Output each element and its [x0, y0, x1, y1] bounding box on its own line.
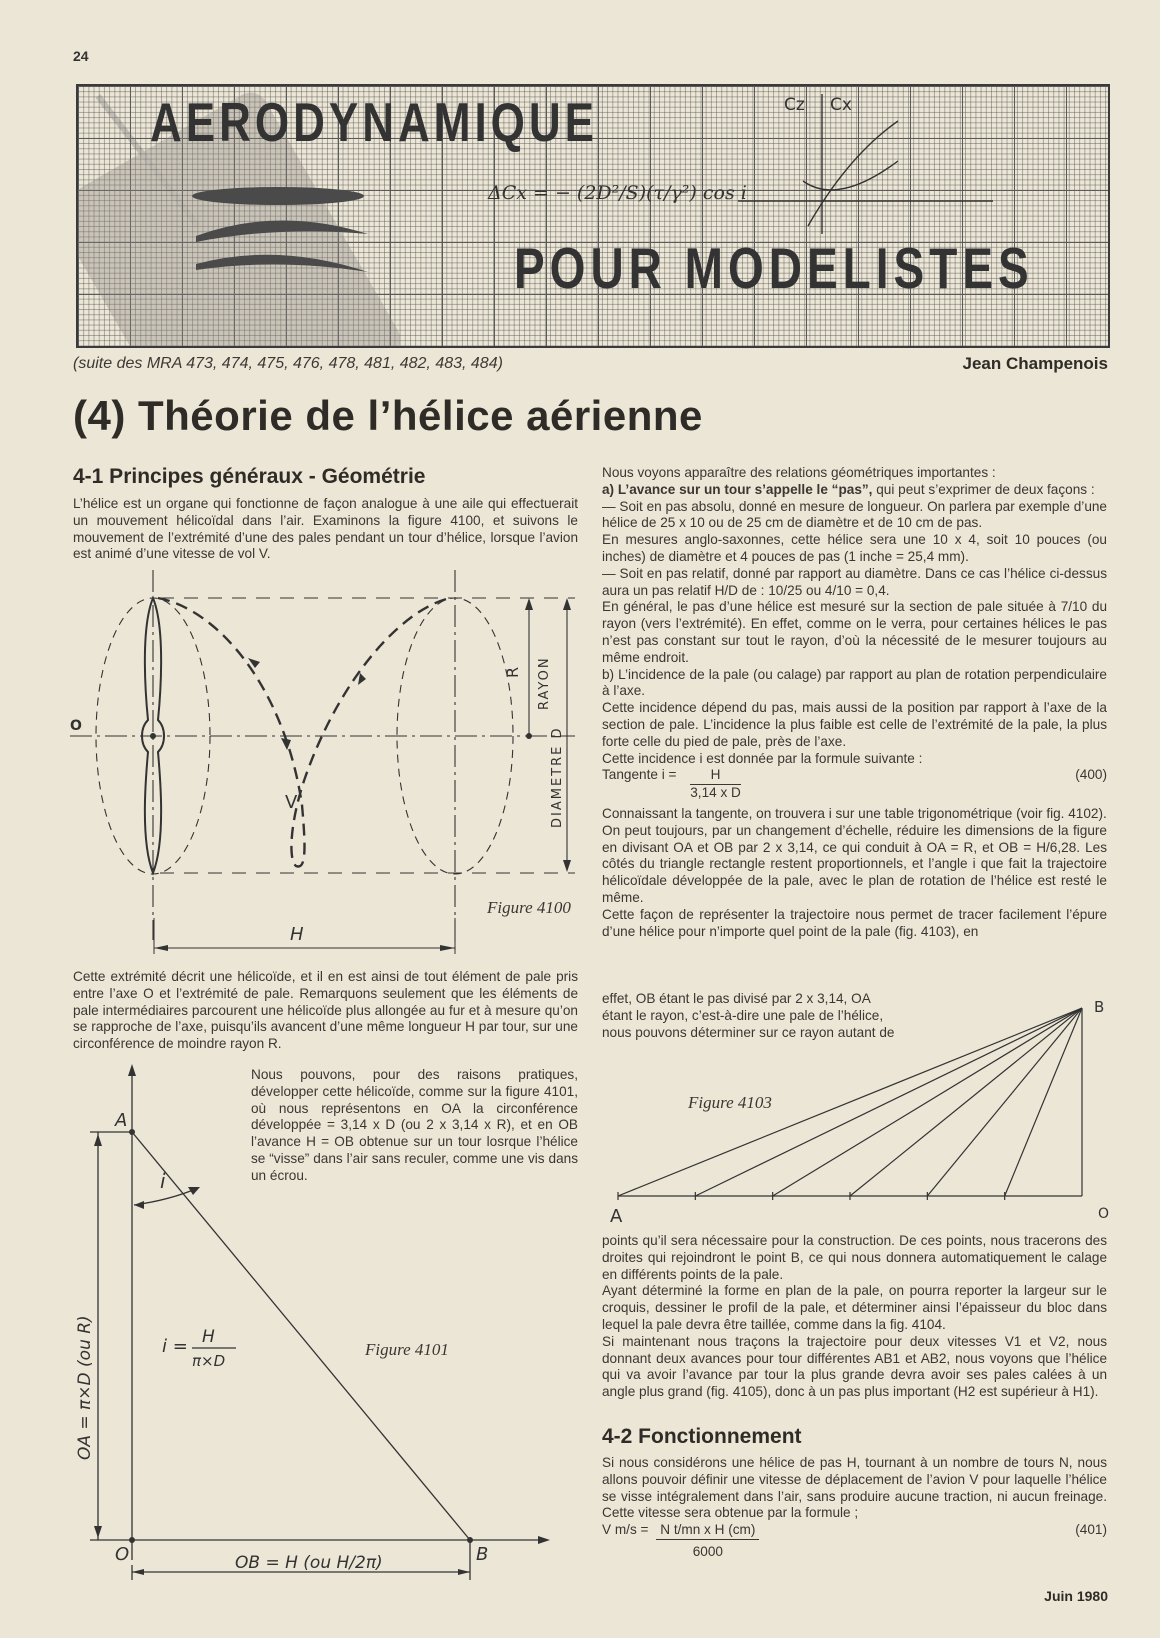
cx-label: Cx [830, 95, 852, 115]
fig4100-diameter-label: DIAMETRE D [550, 726, 565, 828]
paragraph: En mesures anglo-saxonnes, cette hélice sera une 10 x 4, soit 10 pouces (ou inches) de diamètre et 4 pouces de pas (1 inche = 25,4 mm). [602, 532, 1107, 564]
arrow-icon [281, 738, 291, 750]
paragraph: On peut toujours, par un changement d’échelle, réduire les dimensions de la figure en divisant OA et OB par 2 x 3,14, ce qui conduit à OA = R, et OB = H/6,28. Les côtés du triangle rectangle restent proportionnels, et l’angle i que fait la trajectoire hélicoïdale développée de la pale, avec le plan de rotation de l’hélice est resté le même. [602, 822, 1107, 905]
fig4100-rayon-label: RAYON [537, 656, 552, 710]
paragraph: Ayant déterminé la forme en plan de la pale, on pourra reporter la largeur sur le croquis, dessiner le profil de la pale, et déterminer ainsi l’épaisseur du bloc dans lequel la pale devra être taillée, comme dans la fig. 4104. [602, 1283, 1107, 1332]
right-column-text-bottom [602, 1233, 1107, 1401]
banner-title-line2: POUR MODELISTES [514, 235, 1034, 301]
fig4100-r-label: R [503, 666, 522, 678]
fig4100-velocity-label: V [285, 792, 298, 813]
text-span: qui peut s’exprimer de deux façons : [872, 481, 1095, 497]
airfoil-icon [196, 255, 368, 272]
paragraph: Cette incidence dépend du pas, mais aussi de la position par rapport à l’axe de la section de pale. L’incidence la plus faible est celle de l’extrémité de la pale, la plus forte celle du pied de pale, près de l’axe. [602, 700, 1107, 749]
arrow-icon [358, 673, 366, 685]
section-heading-4-2: 4-2 Fonctionnement [602, 1425, 802, 1448]
fig4101-formula-num: H [202, 1327, 215, 1347]
paragraph: Si nous considérons une hélice de pas H, tournant à un nombre de tours N, nous allons pouvoir définir une vitesse de déplacement de l’avion V pour laquelle l’hélice se visse intégralement dans l’air, sans produire aucune traction, ni aucun freinage. Cette vitesse sera obtenue par la formule ; [602, 1455, 1107, 1521]
article-title: (4) Théorie de l’hélice aérienne [73, 392, 703, 439]
paragraph-helicoide: Cette extrémité décrit une hélicoïde, et il en est ainsi de tout élément de pale pris entre l’axe O et l’extrémité de pale. Remarquons seulement que les éléments de pale intermédiaires parcourent une hélicoïde plus allongée au fur et à mesure qu’on se rapproche de l’axe, puisqu’ils avancent d’une même longueur H par tour, sur une circonférence de moindre rayon R. [73, 969, 578, 1052]
paragraph: b) L’incidence de la pale (ou calage) par rapport au plan de rotation perpendiculaire à l’axe. [602, 666, 1107, 699]
fig4103-b-label: B [1094, 1000, 1105, 1016]
cz-label: Cz [784, 95, 805, 115]
figure-4103-caption: Figure 4103 [688, 1093, 772, 1112]
fig4101-o-label: O [115, 1544, 130, 1565]
bold-lead: a) L’avance sur un tour s’appelle le “pas”, [602, 481, 873, 497]
figure-4101 [70, 1060, 570, 1580]
text-line: étant le rayon, c’est-à-dire une pale de l’hélice, [602, 1007, 884, 1023]
formula-ref: (401) [1075, 1522, 1107, 1538]
paragraph: En général, le pas d’une hélice est mesuré sur la section de pale située à 7/10 du rayon (vers l’extrémité). En effet, comme on le verra, pour certaines hélices le pas n’est pas constant sur tout le rayon, d’où la nécessité de le mesurer toujours au même endroit. [602, 599, 1107, 665]
figure-4101-caption: Figure 4101 [365, 1340, 449, 1359]
fig4101-ob-label: OB = H (ou H/2π) [235, 1553, 383, 1573]
paragraph: — Soit en pas relatif, donné par rapport au diamètre. Dans ce cas l’hélice ci-dessus aura un pas relatif H/D de : 10/25 ou 4/10 = 0,4. [602, 565, 1107, 598]
fig4103-ray [773, 1008, 1082, 1196]
fig4103-ray [850, 1008, 1082, 1196]
formula-ref: (400) [1075, 767, 1107, 783]
fig4103-o-label: O [1098, 1206, 1110, 1222]
paragraph: — Soit en pas absolu, donné en mesure de longueur. On parlera par exemple d’une hélice de 25 x 10 ou de 25 cm de diamètre et de 10 cm de pas. [602, 498, 1107, 531]
fig4100-pitch-label: H [290, 924, 304, 945]
text-line: effet, OB étant le pas divisé par 2 x 3,14, OA [602, 991, 871, 1006]
paragraph-intro: L’hélice est un organe qui fonctionne de façon analogue à une aile qui effectuerait un mouvement hélicoïdal dans l’air. Examinons la figure 4100, et suivons le mouvement de l’extrémité d’une des pales pendant un tour d’hélice, lorsque l’avion est animé d’une vitesse de vol V. [73, 496, 578, 562]
fig4103-a-label: A [610, 1206, 623, 1227]
formula-fraction [656, 1522, 759, 1561]
paragraph: Connaissant la tangente, on trouvera i sur une table trigonométrique (voir fig. 4102). [602, 805, 1107, 821]
formula-lhs: V m/s = [602, 1522, 649, 1538]
formula-denominator: 6000 [692, 1543, 723, 1559]
figure-4103 [610, 1000, 1110, 1230]
banner-polar-graph [718, 86, 1018, 246]
paragraph-pas [602, 482, 1107, 499]
paragraph: Cette façon de représenter la trajectoire nous permet de tracer facilement l’épure d’une hélice pour n’importe quel point de la pale (fig. 4103), en [602, 906, 1107, 939]
series-note: (suite des MRA 473, 474, 475, 476, 478, 481, 482, 483, 484) [73, 355, 503, 372]
section-heading-4-1: 4-1 Principes généraux - Géométrie [73, 465, 426, 488]
formula-fraction [690, 767, 741, 802]
fig4103-ray [1005, 1008, 1082, 1196]
paragraph: Cette incidence i est donnée par la formule suivante : [602, 750, 923, 766]
airfoil-icon [196, 220, 368, 242]
fig4101-angle-label: i [160, 1169, 166, 1193]
paragraph: points qu’il sera nécessaire pour la construction. De ces points, nous tracerons des droites qui rejoindront le point B, ce qui nous donnera automatiquement le calage en différents points de la pale. [602, 1233, 1107, 1282]
fig4101-formula-lhs: i = [162, 1336, 188, 1357]
paragraph: Nous voyons apparaître des relations géométriques importantes : [602, 465, 996, 480]
formula-numerator: N t/mn x H (cm) [656, 1522, 759, 1540]
formula-denominator: 3,14 x D [690, 785, 741, 801]
banner-formula: ΔCx = − (2D²/S)(τ/γ²) cos i [488, 182, 747, 204]
fig4100-origin-label: O [70, 718, 82, 734]
formula-numerator: H [690, 767, 741, 785]
fig4101-b-label: B [476, 1544, 489, 1565]
figure-4100-caption: Figure 4100 [487, 898, 571, 917]
author: Jean Champenois [962, 354, 1108, 373]
airfoil-icon [192, 187, 364, 205]
fig4100-pitch-dimension [150, 918, 460, 958]
formula-400 [602, 767, 1107, 802]
header-banner [76, 84, 1110, 348]
banner-title-line1: AERODYNAMIQUE [150, 92, 599, 154]
fig4101-oa-label: OA = π×D (ou R) [75, 1315, 95, 1460]
fig4101-a-label: A [115, 1110, 128, 1131]
text-line: nous pouvons déterminer sur ce rayon autant de [602, 1024, 895, 1040]
section2-text [602, 1455, 1107, 1561]
fig4101-formula-den: π×D [192, 1352, 226, 1370]
paragraph-fig4101: Nous pouvons, pour des raisons pratiques, développer cette hélicoïde, comme sur la figure 4101, où nous représentons en OA la circonférence développée = 3,14 x D (ou 2 x 3,14 x R), et en OB l’avance H = OB obtenue sur un tour losrque l’hélice se “visse” dans l’air sans reculer, comme une vis dans un écrou. [251, 1067, 578, 1183]
page-number: 24 [73, 48, 89, 64]
right-column-text-top [602, 465, 1107, 940]
formula-lhs: Tangente i = [602, 767, 677, 783]
fig4103-ray [927, 1008, 1082, 1196]
issue-date: Juin 1980 [1044, 1588, 1108, 1604]
paragraph: Si maintenant nous traçons la trajectoire pour deux vitesses V1 et V2, nous donnant deux avances pour tour différentes AB1 et AB2, nous voyons que l’hélice qui va avoir l’avance par tour la plus grande devra avoir ses pales calées à un angle plus grand (fig. 4105), donc à un pas plus important (H2 est supérieur à H1). [602, 1333, 1107, 1400]
formula-401 [602, 1522, 1107, 1561]
